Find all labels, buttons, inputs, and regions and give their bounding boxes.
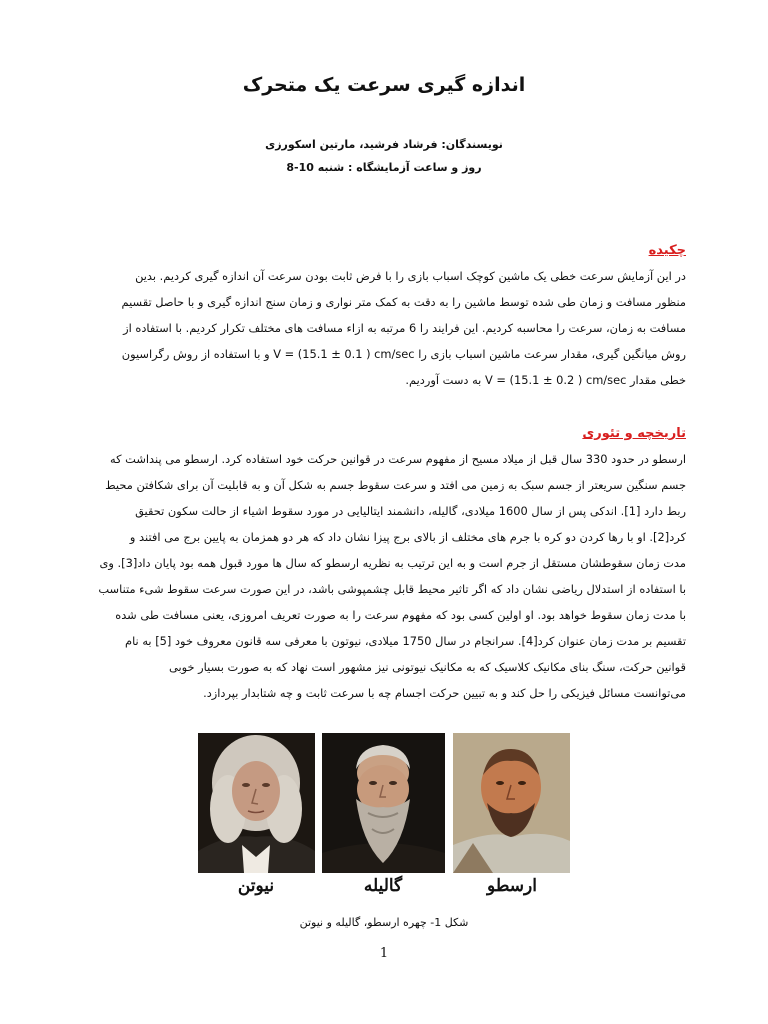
abstract-line: مسافت به زمان، سرعت را محاسبه کردیم. این فرایند را 6 مرتبه به ازاء مسافت های مختلف تکرار کردیم. با استفاده از: [123, 321, 686, 335]
history-line: قوانین حرکت، سنگ بنای مکانیک کلاسیک که به مکانیک نیوتونی نیز مشهور است نهاد که به صورت بسیار خوبی: [168, 660, 686, 674]
portraits-figure: [198, 733, 570, 873]
abstract-line: منظور مسافت و زمان طی شده توسط ماشین را به دقت به کمک متر نواری و زمان سنج اندازه گیری و با حاصل تقسیم: [121, 295, 686, 309]
history-line: ارسطو در حدود 330 سال قبل از میلاد مسیح از مفهوم سرعت در قوانین حرکت خود استفاده کرد. ارسطو می پنداشت که: [110, 452, 686, 466]
history-heading: تاریخچه و تئوری: [582, 426, 686, 441]
newton-name-label: نیوتن: [237, 876, 275, 896]
history-line: جسم سنگین سریعتر از جسم سبک به زمین می افتد و سرعت سقوط جسم به شکل آن و به قابلیت آن برای شکافتن محیط: [105, 478, 686, 492]
history-line: با مدت زمان سقوط خواهد بود. او اولین کسی بود که مفهوم سرعت را به صورت تعریف امروزی، یعنی مسافت طی شده: [115, 608, 686, 622]
aristotle-portrait: [453, 733, 570, 873]
lab-time-line: روز و ساعت آزمایشگاه : شنبه 10-8: [286, 161, 482, 174]
figure-caption: شکل 1- چهره ارسطو، گالیله و نیوتن: [299, 916, 469, 929]
history-line: ربط دارد [1]. اندکی پس از سال 1600 میلادی، گالیله، دانشمند ایتالیایی در مورد سقوط اشیاء از حالت سکون تحقیق: [135, 504, 686, 518]
abstract-paragraph: [82, 263, 686, 393]
history-line: تقسیم بر مدت زمان عنوان کرد[4]. سرانجام در سال 1750 میلادی، نیوتون با معرفی سه قانون معروف خود [5] به نام: [125, 634, 686, 648]
abstract-heading: چکیده: [648, 243, 686, 258]
history-line: می‌توانست مسائل فیزیکی را حل کند و به تبیین حرکت اجسام چه با سرعت ثابت و چه شتابدار بپردازد.: [203, 686, 686, 700]
history-line: کرد[2]. او با رها کردن دو کره با جرم های مختلف از بالای برج پیزا نشان داد که هر دو همزمان به پایین برج می افتند و: [129, 530, 686, 544]
abstract-line: روش میانگین گیری، مقدار سرعت ماشین اسباب بازی را V = (15.1 ± 0.1 ) cm/sec و با استفاده از روش رگراسیون: [121, 347, 686, 361]
page-number: 1: [379, 946, 389, 961]
galileo-portrait: [322, 733, 445, 873]
authors-line: نویسندگان: فرشاد فرشید، مارتین اسکورزی: [265, 138, 503, 151]
abstract-line: خطی مقدار V = (15.1 ± 0.2 ) cm/sec به دست آوردیم.: [405, 373, 686, 387]
aristotle-name-label: ارسطو: [487, 876, 537, 896]
history-line: مدت زمان سقوطشان مستقل از جرم است و به این ترتیب به نظریه ارسطو که سال ها مورد قبول همه بود پایان داد[3]. وی: [99, 556, 686, 570]
history-paragraph: [82, 446, 686, 706]
abstract-line: در این آزمایش سرعت خطی یک ماشین کوچک اسباب بازی را با فرض ثابت بودن سرعت آن اندازه گیری کردیم. بدین: [135, 269, 686, 283]
history-line: با استفاده از استدلال ریاضی نشان داد که اگر تاثیر محیط قابل چشمپوشی باشد، در این صورت سرعت سقوط شیء متناسب: [98, 582, 686, 596]
newton-portrait: [198, 733, 315, 873]
document-title: اندازه گیری سرعت یک متحرک: [242, 74, 526, 96]
galileo-name-label: گالیله: [363, 876, 403, 896]
